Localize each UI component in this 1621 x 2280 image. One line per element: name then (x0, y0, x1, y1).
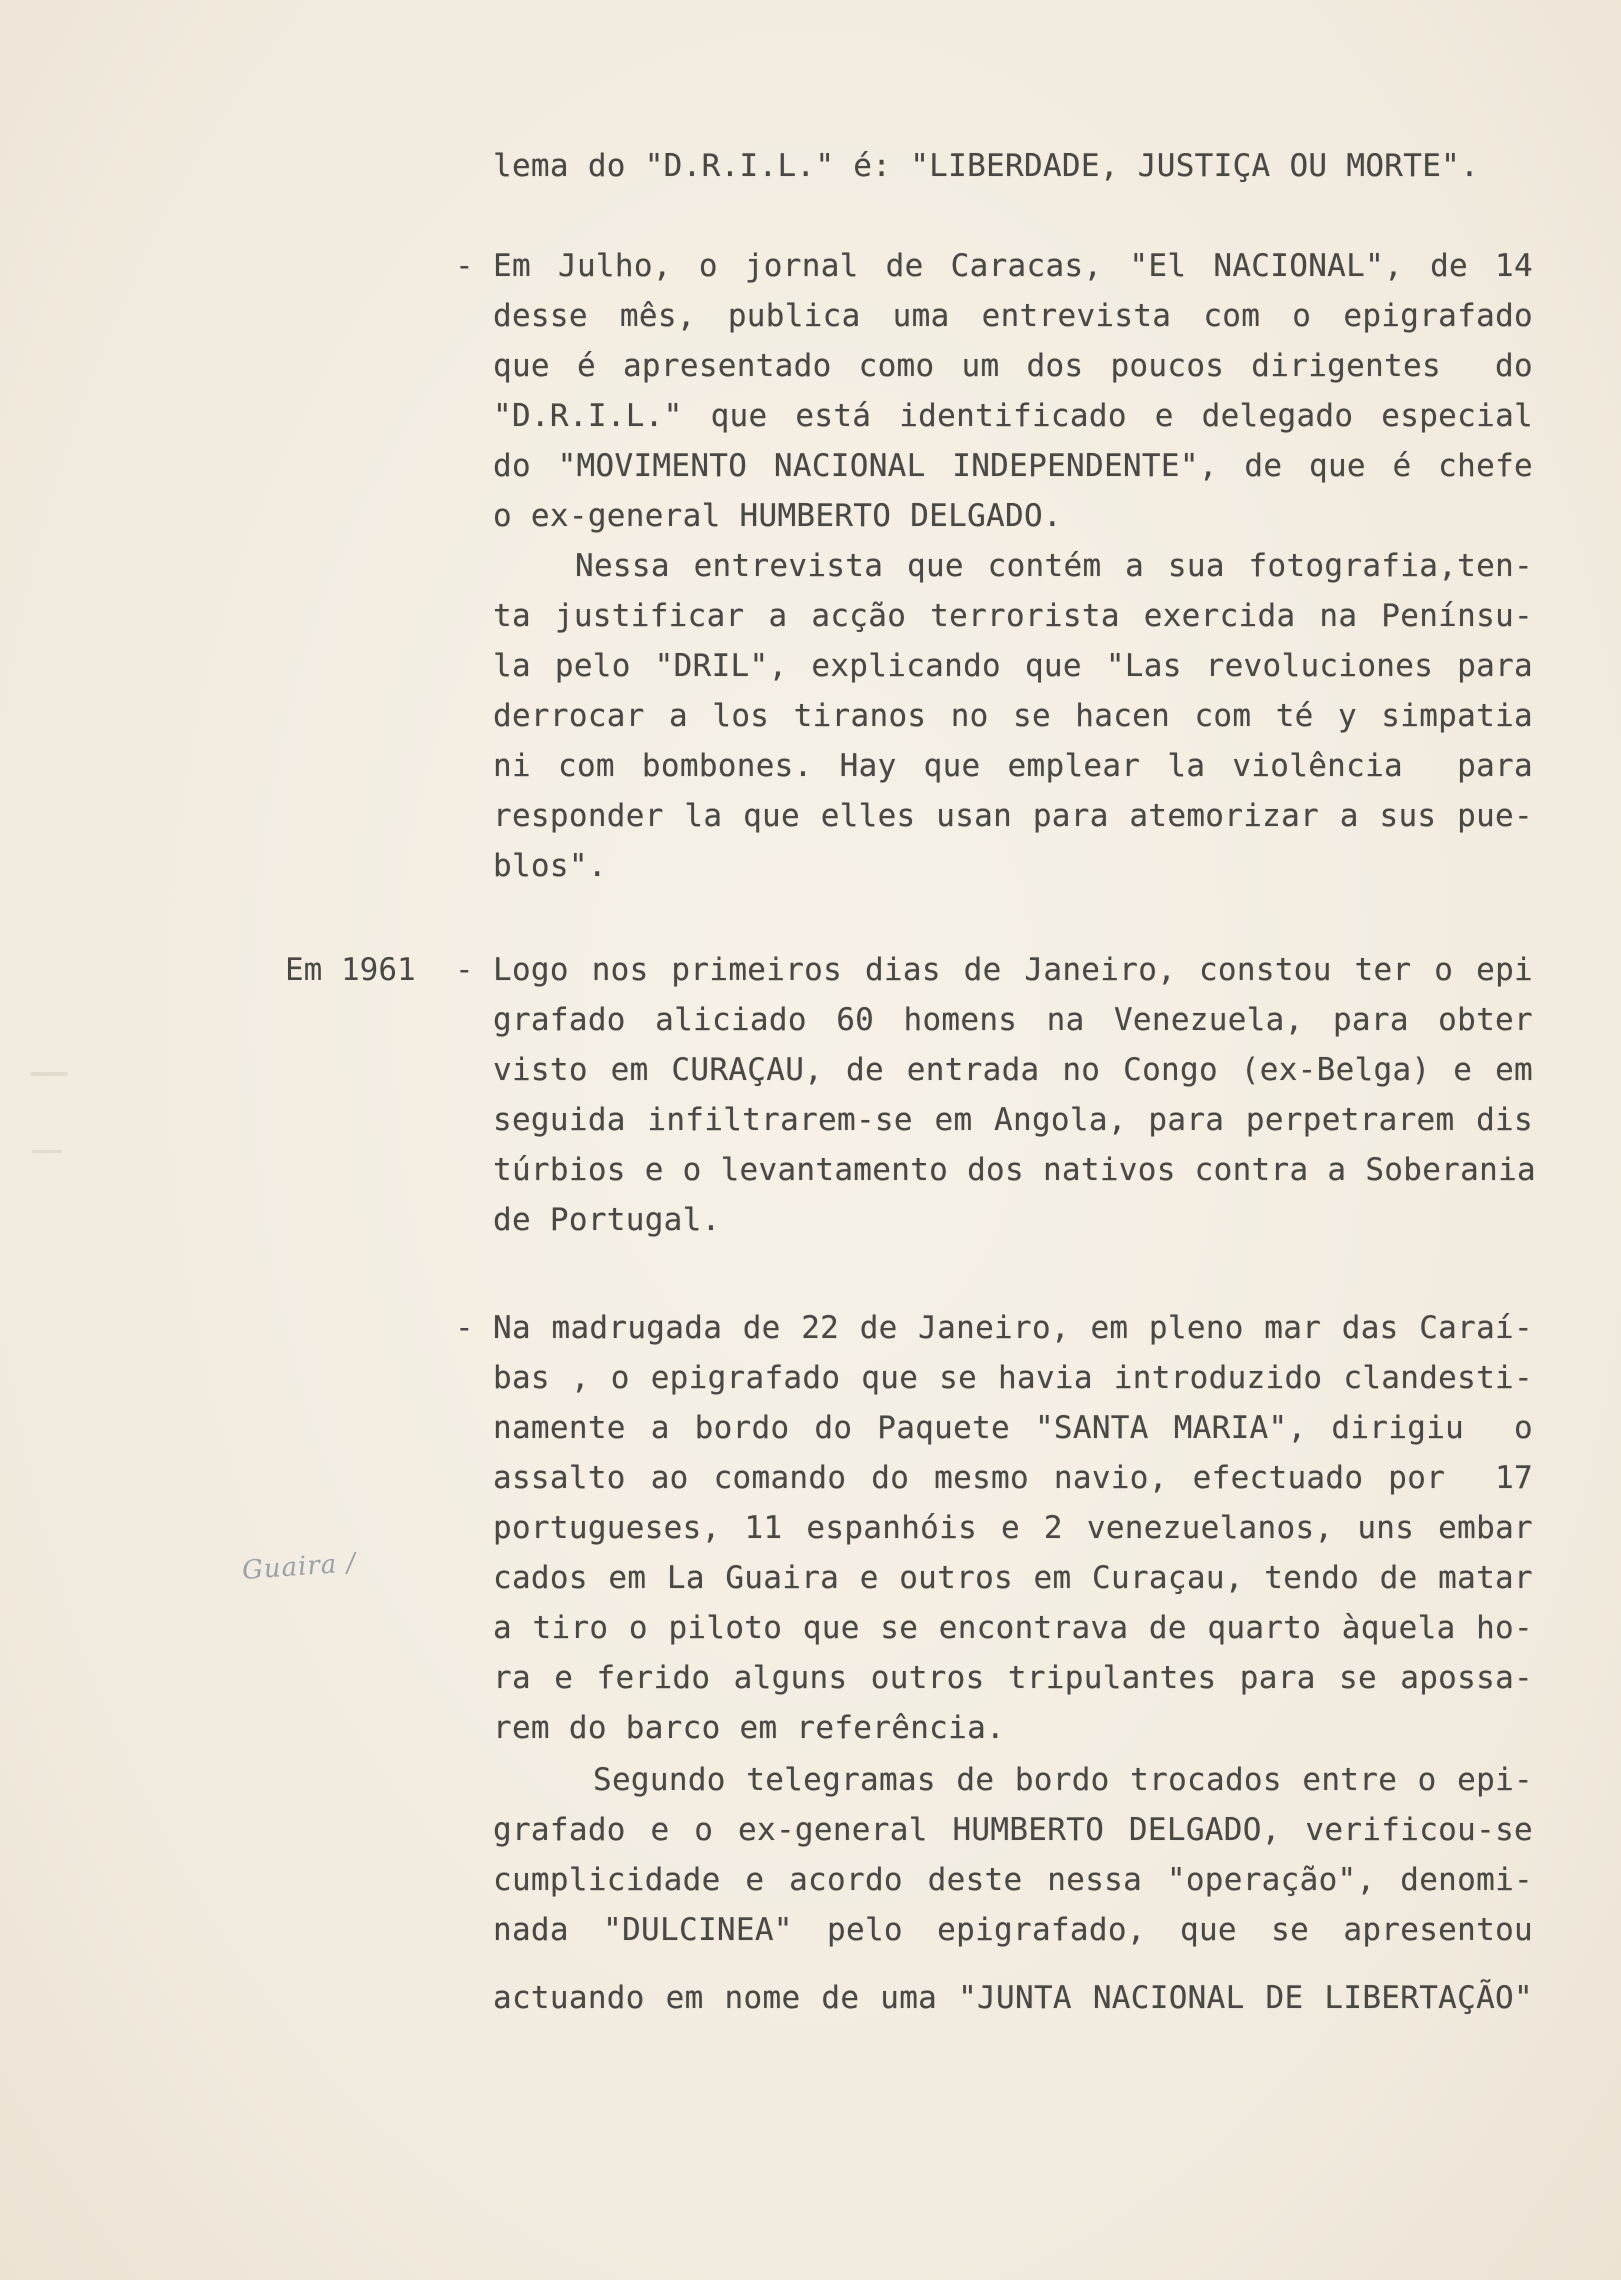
text-line: la pelo "DRIL", explicando que "Las revoluciones para (493, 648, 1533, 684)
text-line: de Portugal. (493, 1202, 721, 1238)
text-line: visto em CURAÇAU, de entrada no Congo (ex-Belga) e em (493, 1052, 1533, 1088)
text-line: que é apresentado como um dos poucos dirigentes do (493, 348, 1533, 384)
text-line: cumplicidade e acordo deste nessa "operação", denomi- (493, 1862, 1533, 1898)
text-line: assalto ao comando do mesmo navio, efectuado por 17 (493, 1460, 1533, 1496)
text-line: Nessa entrevista que contém a sua fotografia,ten- (575, 548, 1533, 584)
text-line: nada "DULCINEA" pelo epigrafado, que se apresentou (493, 1912, 1533, 1948)
text-line: "D.R.I.L." que está identificado e delegado especial (493, 398, 1533, 434)
text-line: desse mês, publica uma entrevista com o epigrafado (493, 298, 1533, 334)
paragraph-dash: - (455, 248, 474, 284)
text-line: portugueses, 11 espanhóis e 2 venezuelanos, uns embar (493, 1510, 1533, 1546)
text-line: Segundo telegramas de bordo trocados entre o epi- (593, 1762, 1533, 1798)
text-line: Em Julho, o jornal de Caracas, "El NACIONAL", de 14 (493, 248, 1533, 284)
text-line: ra e ferido alguns outros tripulantes para se apossa- (493, 1660, 1533, 1696)
handwritten-margin-note: Guaira / (241, 1548, 358, 1586)
paper-smudge (32, 1150, 62, 1153)
year-label: Em 1961 (285, 952, 416, 988)
text-line: bas , o epigrafado que se havia introduzido clandesti- (493, 1360, 1533, 1396)
text-line: Logo nos primeiros dias de Janeiro, constou ter o epi (493, 952, 1533, 988)
text-line: o ex-general HUMBERTO DELGADO. (493, 498, 1062, 534)
text-line: túrbios e o levantamento dos nativos contra a Soberania (493, 1152, 1536, 1188)
paragraph-dash: - (455, 1310, 474, 1346)
text-line: ta justificar a acção terrorista exercida na Penínsu- (493, 598, 1533, 634)
text-line: derrocar a los tiranos no se hacen com té y simpatia (493, 698, 1533, 734)
paragraph-dash: - (455, 952, 474, 988)
text-line: namente a bordo do Paquete "SANTA MARIA", dirigiu o (493, 1410, 1533, 1446)
text-line: actuando em nome de uma "JUNTA NACIONAL DE LIBERTAÇÃO" (493, 1980, 1533, 2016)
text-line: lema do "D.R.I.L." é: "LIBERDADE, JUSTIÇA OU MORTE". (493, 148, 1480, 184)
text-line: responder la que elles usan para atemorizar a sus pue- (493, 798, 1533, 834)
text-line: do "MOVIMENTO NACIONAL INDEPENDENTE", de que é chefe (493, 448, 1533, 484)
text-line: seguida infiltrarem-se em Angola, para perpetrarem dis (493, 1102, 1533, 1138)
text-line: Na madrugada de 22 de Janeiro, em pleno mar das Caraí- (493, 1310, 1533, 1346)
text-line: cados em La Guaira e outros em Curaçau, tendo de matar (493, 1560, 1533, 1596)
text-line: blos". (493, 848, 607, 884)
text-line: ni com bombones. Hay que emplear la violência para (493, 748, 1533, 784)
text-line: rem do barco em referência. (493, 1710, 1006, 1746)
text-line: grafado e o ex-general HUMBERTO DELGADO, verificou-se (493, 1812, 1533, 1848)
paper-smudge (30, 1072, 68, 1076)
text-line: a tiro o piloto que se encontrava de quarto àquela ho- (493, 1610, 1533, 1646)
text-line: grafado aliciado 60 homens na Venezuela, para obter (493, 1002, 1533, 1038)
